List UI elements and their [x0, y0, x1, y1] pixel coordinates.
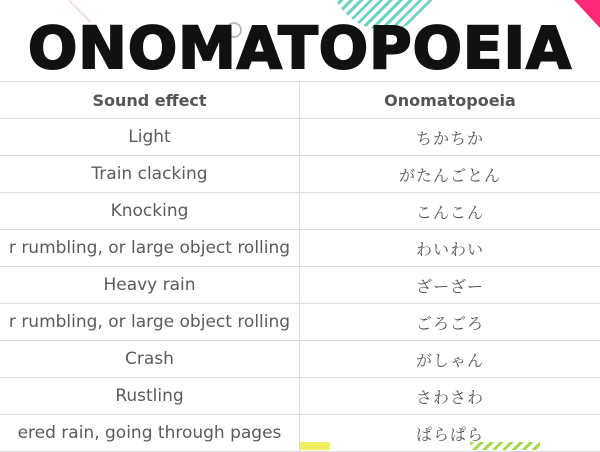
- sound-effect-cell: Crash: [0, 341, 300, 377]
- table-row: [0, 267, 600, 304]
- table-row: [0, 119, 600, 156]
- table-row: [0, 415, 600, 452]
- sound-effect-cell: r rumbling, or large object rolling: [0, 230, 300, 266]
- onomatopoeia-cell: がたんごとん: [398, 165, 501, 185]
- sound-effect-cell: Rustling: [0, 378, 300, 414]
- onomatopoeia-cell: こんこん: [415, 202, 484, 222]
- sound-effect-cell: Heavy rain: [0, 267, 300, 303]
- onomatopoeia-cell: わいわい: [415, 239, 484, 259]
- table-row: [0, 193, 600, 230]
- onomatopoeia-cell: がしゃん: [415, 350, 484, 370]
- sound-effect-cell: Knocking: [0, 193, 300, 229]
- sound-effect-cell: Light: [0, 119, 300, 155]
- onomatopoeia-table: [0, 81, 600, 452]
- table-header-row: [0, 82, 600, 119]
- sound-effect-cell: r rumbling, or large object rolling: [0, 304, 300, 340]
- onomatopoeia-cell: ごろごろ: [415, 313, 484, 333]
- sound-effect-cell: ered rain, going through pages: [0, 415, 300, 451]
- table-row: [0, 156, 600, 193]
- table-row: [0, 341, 600, 378]
- onomatopoeia-cell: ぱらぱら: [415, 424, 484, 444]
- page-title: ONOMATOPOEIA: [27, 14, 573, 82]
- onomatopoeia-cell: さわさわ: [415, 387, 484, 407]
- table-row: [0, 378, 600, 415]
- column-header-sound-effect: Sound effect: [0, 82, 300, 118]
- onomatopoeia-cell: ちかちか: [415, 128, 484, 148]
- table-row: [0, 304, 600, 341]
- column-header-onomatopoeia: Onomatopoeia: [384, 90, 516, 110]
- table-row: [0, 230, 600, 267]
- onomatopoeia-cell: ざーざー: [415, 276, 484, 296]
- sound-effect-cell: Train clacking: [0, 156, 300, 192]
